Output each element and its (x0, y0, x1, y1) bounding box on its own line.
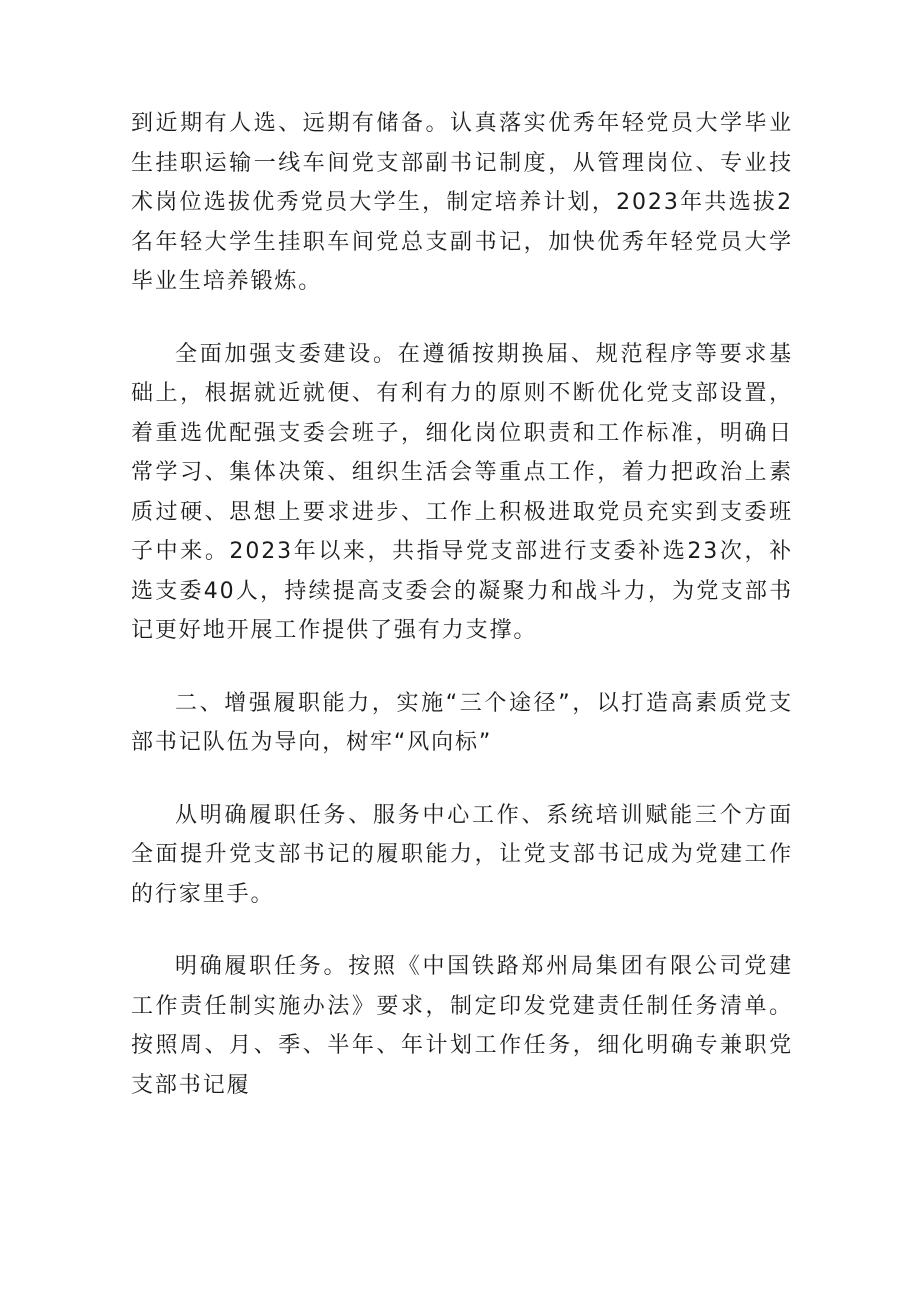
paragraph-2: 全面加强支委建设。在遵循按期换届、规范程序等要求基础上，根据就近就便、有利有力的原则不断优化党支部设置，着重选优配强支委会班子，细化岗位职责和工作标准，明确日常学习、集体决策、组织生活会等重点工作，着力把政治上素质过硬、思想上要求进步、工作上积极进取党员充实到支委班子中来。2023年以来，共指导党支部进行支委补选23次，补选支委40人，持续提高支委会的凝聚力和战斗力，为党支部书记更好地开展工作提供了强有力支撑。 (131, 341, 793, 643)
paragraph-4: 明确履职任务。按照《中国铁路郑州局集团有限公司党建工作责任制实施办法》要求，制定印发党建责任制任务清单。按照周、月、季、半年、年计划工作任务，细化明确专兼职党支部书记履 (131, 954, 793, 1098)
document-body (131, 104, 793, 1105)
paragraph-3: 从明确履职任务、服务中心工作、系统培训赋能三个方面全面提升党支部书记的履职能力，让党支部书记成为党建工作的行家里手。 (131, 802, 793, 907)
paragraph-1: 到近期有人选、远期有储备。认真落实优秀年轻党员大学毕业生挂职运输一线车间党支部副书记制度，从管理岗位、专业技术岗位选拔优秀党员大学生，制定培养计划，2023年共选拔2名年轻大学生挂职车间党总支副书记，加快优秀年轻党员大学毕业生培养锻炼。 (131, 111, 793, 294)
section-heading: 二、增强履职能力，实施“三个途径”，以打造高素质党支部书记队伍为导向，树牢“风向标” (131, 690, 793, 755)
